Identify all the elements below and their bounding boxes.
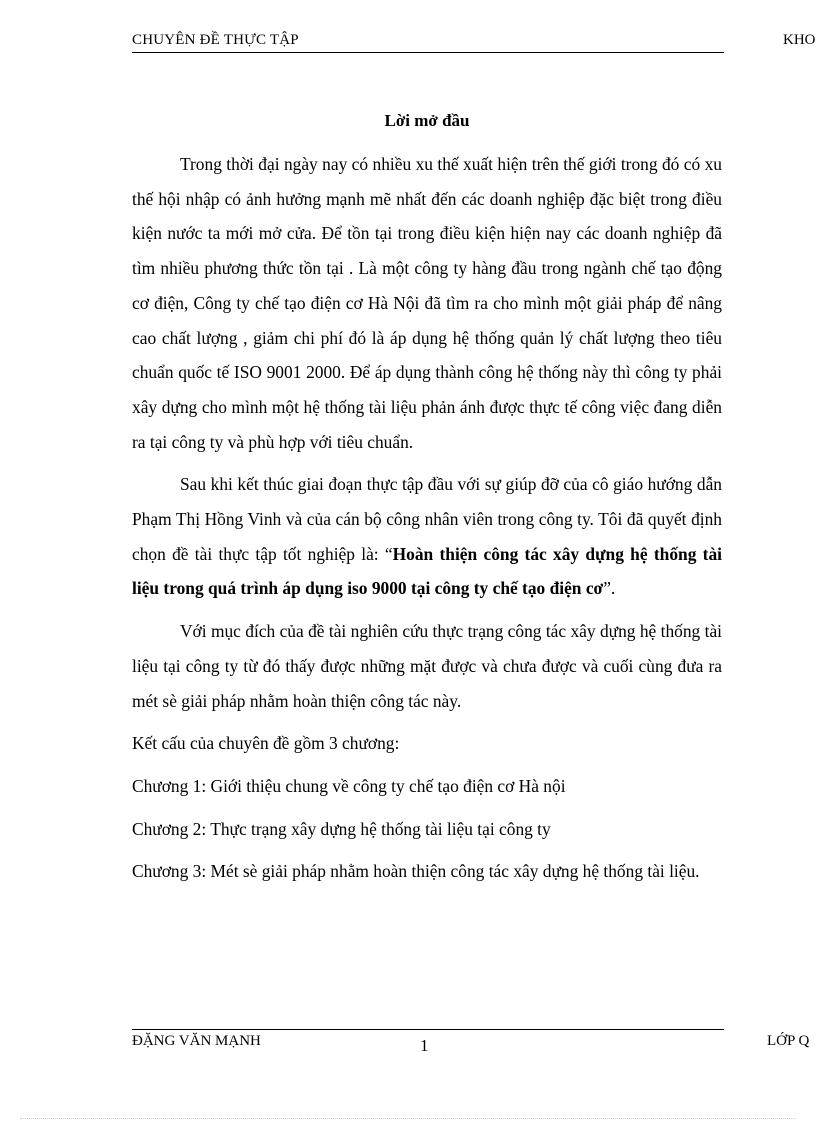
paragraph-intro: Trong thời đại ngày nay có nhiều xu thế xuất hiện trên thế giới trong đó có xu thế hội nhập có ảnh hưởng mạnh mẽ nhất đến các doanh nghiệp đặc biệt trong điều kiện nước ta mới mở cửa. Để tồn tại trong điều kiện hiện nay các doanh nghiệp đã tìm nhiều phương thức tồn tại . Là một công ty hàng đầu trong ngành chế tạo động cơ điện, Công ty chế tạo điện cơ Hà Nội đã tìm ra cho mình một giải pháp để nâng cao chất lượng , giảm chi phí đó là áp dụng hệ thống quản lý chất lượng theo tiêu chuẩn quốc tế ISO 9001 2000. Để áp dụng thành công hệ thống này thì công ty phải xây dựng cho mình một hệ thống tài liệu phản ánh được thực tế công việc đang diễn ra tại công ty và phù hợp với tiêu chuẩn.	[132, 154, 722, 452]
footer-author: ĐẶNG VĂN MẠNH	[132, 1033, 261, 1049]
chapter-1: Chương 1: Giới thiệu chung về công ty chế tạo điện cơ Hà nội	[132, 775, 566, 796]
header-title: CHUYÊN ĐỀ THỰC TẬP	[132, 32, 299, 48]
header-department: KHO	[783, 32, 816, 48]
chapter-2: Chương 2: Thực trạng xây dựng hệ thống tài liệu tại công ty	[132, 818, 551, 839]
footer-divider	[132, 1029, 724, 1030]
document-body	[132, 147, 722, 889]
paragraph-topic-end: ”.	[603, 578, 616, 599]
paragraph-structure: Kết cấu của chuyên đề gồm 3 chương:	[132, 733, 400, 754]
thesis-title: Hoàn thiện công tác xây dựng hệ thống tài liệu trong quá trình áp dụng iso 9000 tại công ty chế tạo điện cơ	[132, 543, 722, 599]
footer-class: LỚP Q	[767, 1033, 810, 1049]
chapter-3: Chương 3: Mét sè giải pháp nhằm hoàn thiện công tác xây dựng hệ thống tài liệu.	[132, 861, 700, 882]
paragraph-topic-lead: Sau khi kết thúc giai đoạn thực tập đầu với sự giúp đỡ của cô giáo hướng dẫn Phạm Thị Hồng Vinh và của cán bộ công nhân viên trong công ty. Tôi đã quyết định chọn đề tài thực tập tốt nghiệp là: “	[132, 474, 722, 564]
paragraph-purpose: Với mục đích của đề tài nghiên cứu thực trạng công tác xây dựng hệ thống tài liệu tại công ty từ đó thấy được những mặt được và chưa được và cuối cùng đưa ra mét sè giải pháp nhằm hoàn thiện công tác này.	[132, 621, 722, 711]
header-divider	[132, 52, 724, 53]
paragraph-topic	[132, 467, 722, 606]
page-number: 1	[420, 1036, 429, 1055]
page-title: Lời mở đầu	[384, 111, 470, 130]
page-bottom-edge	[20, 1118, 796, 1119]
